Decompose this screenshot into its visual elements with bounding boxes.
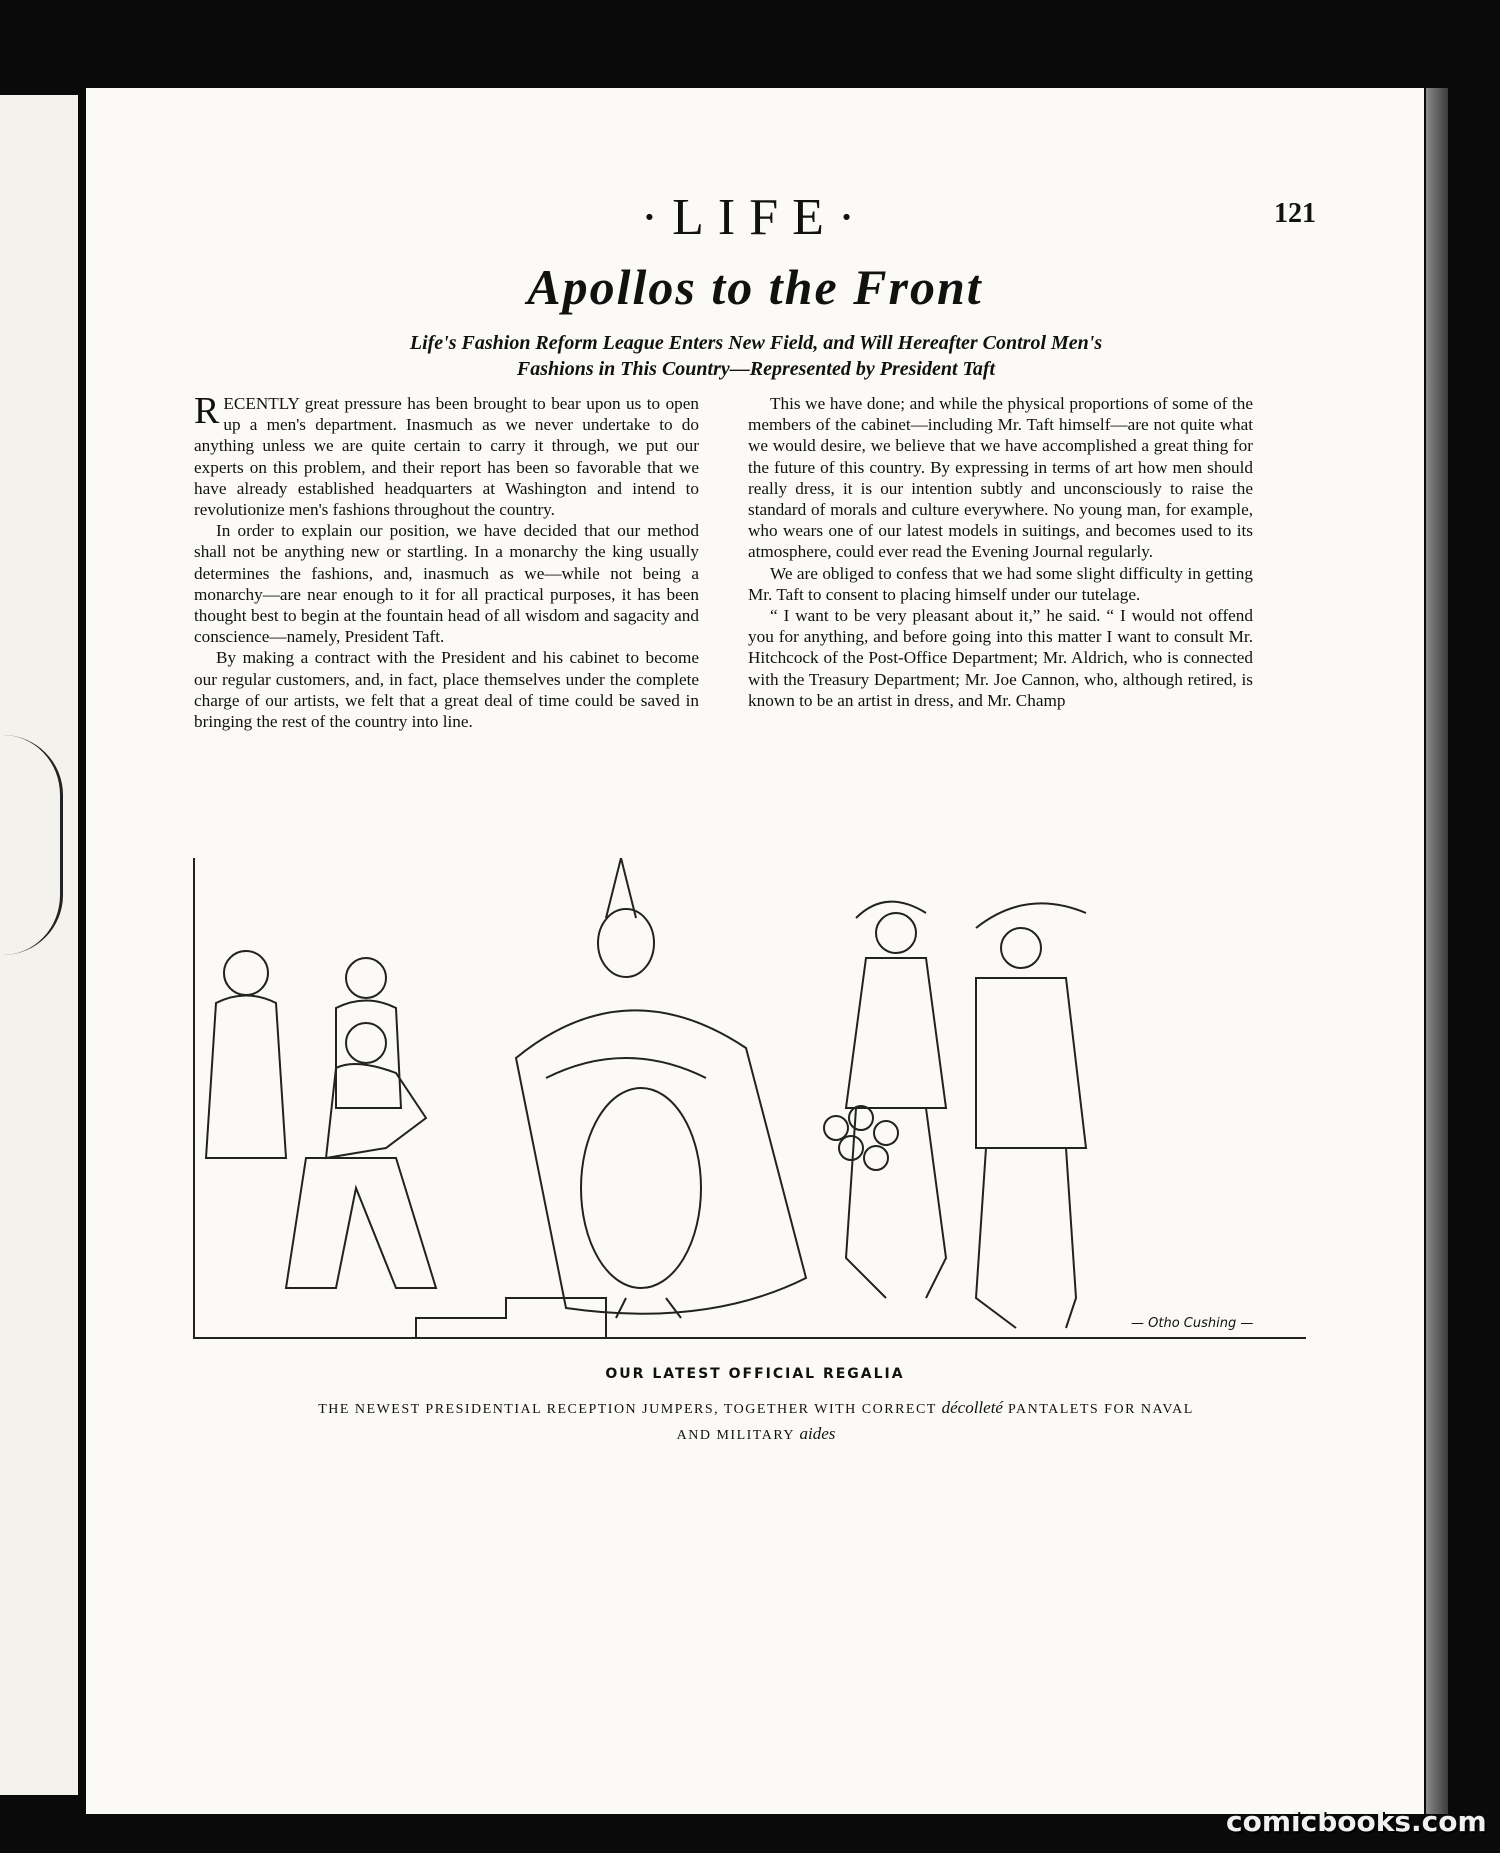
paragraph: In order to explain our position, we have decided that our method shall not be anything new or startling. In a monarchy the king usually determines the fashions, and, inasmuch as we—while not being a monarchy—are near enough to it for all practical purposes, it has been thought best to begin at the fountain head of all wisdom and sagacity and conscience—namely, President Taft. — [194, 521, 699, 647]
masthead: ·LIFE· — [640, 189, 870, 246]
aide-figure — [976, 903, 1086, 1328]
previous-page-edge — [0, 95, 78, 1795]
cartoon-illustration — [186, 858, 1316, 1348]
aide-figure — [846, 902, 946, 1298]
subtitle-line-2: Fashions in This Country—Represented by President Taft — [516, 358, 996, 380]
subtitle-line-1: Life's Fashion Reform League Enters New Field, and Will Hereafter Control Men's — [409, 332, 1103, 354]
magazine-page — [86, 88, 1424, 1814]
article-title: Apollos to the Front — [527, 259, 983, 315]
paragraph: “ I want to be very pleasant about it,” he said. “ I would not offend you for anything, and before going into this matter I want to consult Mr. Hitchcock of the Post-Office Department; Mr. Aldrich, who is connected with the Treasury Department; Mr. Joe Cannon, who, although retired, is known to be an artist in dress, and Mr. Champ — [748, 606, 1253, 710]
paragraph: We are obliged to confess that we had some slight difficulty in getting Mr. Taft to consent to placing himself under our tutelage. — [748, 563, 1253, 604]
caption-title: OUR LATEST OFFICIAL REGALIA — [605, 1366, 905, 1382]
left-column — [194, 390, 699, 732]
right-column — [748, 393, 1253, 711]
caption-body: THE NEWEST PRESIDENTIAL RECEPTION JUMPERS, TOGETHER WITH CORRECT décolleté PANTALETS FOR NAVAL AND MILITARY aides — [318, 1398, 1194, 1443]
paragraph: This we have done; and while the physical proportions of some of the members of the cabinet—including Mr. Taft himself—are not quite what we would desire, we believe that we have accomplished a great thing for the future of this country. By expressing in terms of art how men should really dress, it is our intention subtly and unconsciously to raise the standard of morals and culture everywhere. No young man, for example, who wears one of our latest models in suitings, and becomes used to its atmosphere, could ever read the Evening Journal regularly. — [748, 394, 1253, 562]
flower-bouquet — [824, 1106, 898, 1170]
site-watermark: comicbooks.com — [1226, 1805, 1487, 1838]
courtier-figure — [336, 958, 401, 1108]
illustration-frame — [194, 858, 1306, 1338]
bowing-figure — [286, 1023, 436, 1288]
previous-page-illustration-fragment — [0, 735, 63, 955]
robed-king-figure — [516, 858, 806, 1318]
drop-cap: R — [194, 390, 220, 432]
artist-signature: — Otho Cushing — — [1131, 1316, 1254, 1331]
steps — [416, 1298, 606, 1338]
courtier-figure — [206, 951, 286, 1158]
page-edge-shadow — [1426, 88, 1448, 1814]
article-subtitle — [336, 330, 1176, 382]
page-number: 121 — [1274, 198, 1316, 229]
paragraph: RECENTLY great pressure has been brought to bear upon us to open up a men's department. Inasmuch as we never undertake to do anything unless we are quite certain to carry it through, we put our experts on this problem, and their report has been so favorable that we have already established headquarters at Washington and intend to revolutionize men's fashions throughout the country. — [194, 390, 699, 520]
paragraph: By making a contract with the President and his cabinet to become our regular customers, and, in fact, place themselves under the complete charge of our artists, we felt that a great deal of time could be saved in bringing the rest of the country into line. — [194, 648, 699, 732]
